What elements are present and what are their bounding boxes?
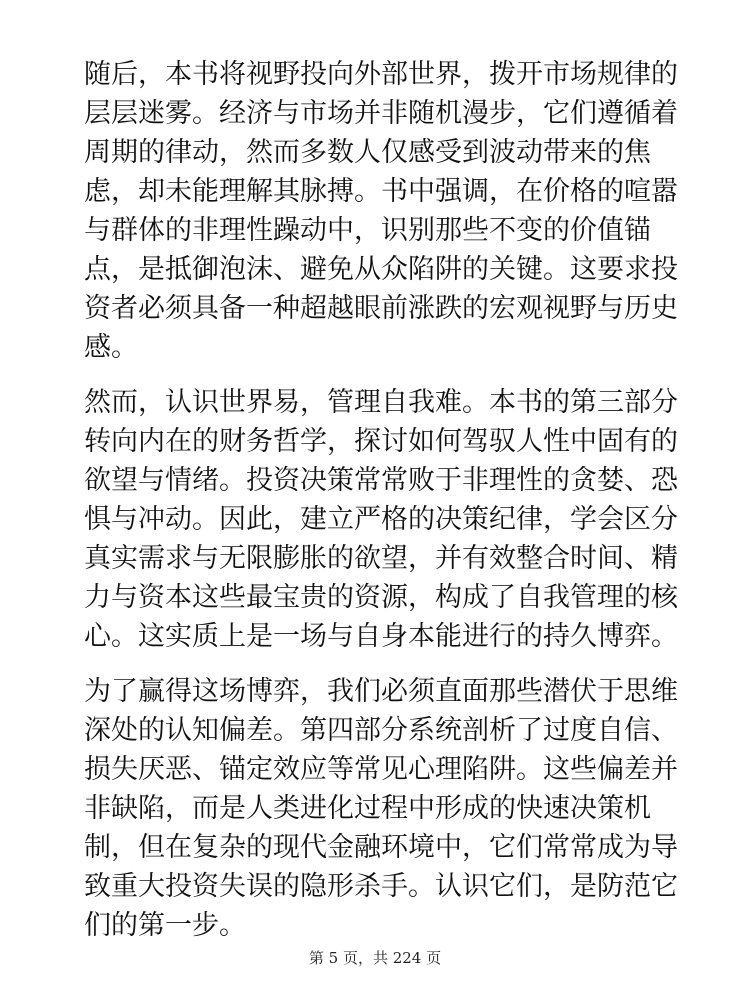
page-body xyxy=(84,55,678,961)
text-line: 点，是抵御泡沫、避免从众陷阱的关键。这要求投 xyxy=(84,254,678,285)
paragraph-1 xyxy=(84,55,678,367)
text-line: 资者必须具备一种超越眼前涨跌的宏观视野与历史 xyxy=(84,293,678,324)
text-line: 层层迷雾。经济与市场并非随机漫步，它们遵循着 xyxy=(84,98,678,129)
text-line: 周期的律动，然而多数人仅感受到波动带来的焦 xyxy=(84,137,651,168)
text-line: 深处的认知偏差。第四部分系统剖析了过度自信、 xyxy=(84,715,678,746)
text-line: 制，但在复杂的现代金融环境中，它们常常成为导 xyxy=(84,832,678,863)
text-line: 心。这实质上是一场与自身本能进行的持久博弈。 xyxy=(84,621,678,652)
paragraph-3 xyxy=(84,672,678,945)
text-line: 为了赢得这场博弈，我们必须直面那些潜伏于思维 xyxy=(84,676,678,707)
text-line: 然而，认识世界易，管理自我难。本书的第三部分 xyxy=(84,387,678,418)
paragraph-2 xyxy=(84,383,678,656)
text-line: 转向内在的财务哲学，探讨如何驾驭人性中固有的 xyxy=(84,426,678,457)
text-line: 真实需求与无限膨胀的欲望，并有效整合时间、精 xyxy=(84,543,678,574)
text-line: 非缺陷，而是人类进化过程中形成的快速决策机 xyxy=(84,793,651,824)
text-line: 力与资本这些最宝贵的资源，构成了自我管理的核 xyxy=(84,582,678,613)
text-line: 惧与冲动。因此，建立严格的决策纪律，学会区分 xyxy=(84,504,678,535)
text-line: 们的第一步。 xyxy=(84,910,246,941)
text-line: 与群体的非理性躁动中，识别那些不变的价值锚 xyxy=(84,215,651,246)
text-line: 随后，本书将视野投向外部世界，拨开市场规律的 xyxy=(84,59,678,90)
page-number-footer: 第 5 页，共 224 页 xyxy=(308,949,442,967)
text-line: 感。 xyxy=(84,332,138,363)
text-line: 致重大投资失误的隐形杀手。认识它们，是防范它 xyxy=(84,871,678,902)
text-line: 损失厌恶、锚定效应等常见心理陷阱。这些偏差并 xyxy=(84,754,678,785)
text-line: 欲望与情绪。投资决策常常败于非理性的贪婪、恐 xyxy=(84,465,678,496)
text-line: 虑，却未能理解其脉搏。书中强调，在价格的喧嚣 xyxy=(84,176,678,207)
